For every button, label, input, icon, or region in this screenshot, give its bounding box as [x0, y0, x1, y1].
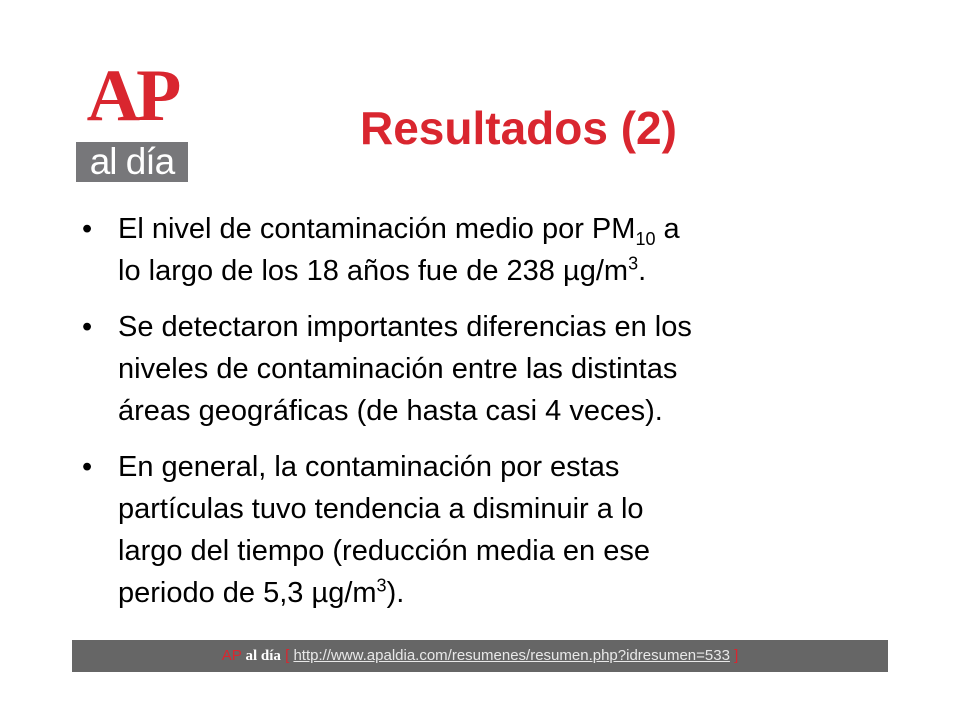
bullet-text: periodo de 5,3 µg/m	[118, 577, 377, 609]
footer-bracket-close: ]	[729, 647, 739, 664]
footer-brand-rest: al día	[241, 648, 281, 664]
bullet-text: ).	[386, 577, 405, 609]
bullet-line: largo del tiempo (reducción media en ese	[118, 535, 650, 567]
bullet-text: .	[638, 255, 647, 287]
bullet-line: niveles de contaminación entre las distintas	[118, 353, 678, 385]
bullet-text: lo largo de los 18 años fue de 238 µg/m	[118, 255, 629, 287]
bullet-item	[82, 208, 872, 292]
apaldia-logo	[76, 55, 188, 182]
bullet-item	[82, 306, 872, 432]
bullet-line: En general, la contaminación por estas	[118, 451, 620, 483]
logo-subtitle-box: al día	[76, 142, 188, 182]
slide-title: Resultados (2)	[360, 102, 677, 154]
bullet-list	[82, 208, 872, 628]
bullet-text: El nivel de contaminación medio por PM	[118, 213, 636, 245]
bullet-line	[118, 572, 872, 614]
footer-bracket-open: [	[280, 647, 294, 664]
bullet-dot-icon: •	[82, 213, 93, 245]
bullet-line	[118, 250, 872, 292]
bullet-line: partículas tuvo tendencia a disminuir a lo	[118, 493, 644, 525]
bullet-item	[82, 446, 872, 614]
bullet-text: a	[655, 213, 680, 245]
bullet-line: áreas geográficas (de hasta casi 4 veces).	[118, 395, 663, 427]
superscript: 3	[376, 575, 387, 596]
logo-ap-letters: AP	[86, 55, 178, 137]
subscript: 10	[635, 228, 656, 249]
superscript: 3	[628, 253, 639, 274]
bullet-line	[118, 208, 872, 250]
footer-url-link[interactable]: http://www.apaldia.com/resumenes/resumen.php?idresumen=533	[293, 647, 730, 664]
bullet-dot-icon: •	[82, 311, 93, 343]
footer-bar	[72, 640, 888, 672]
bullet-line: Se detectaron importantes diferencias en los	[118, 311, 692, 343]
bullet-dot-icon: •	[82, 451, 93, 483]
footer-brand-ap: AP	[221, 647, 242, 664]
